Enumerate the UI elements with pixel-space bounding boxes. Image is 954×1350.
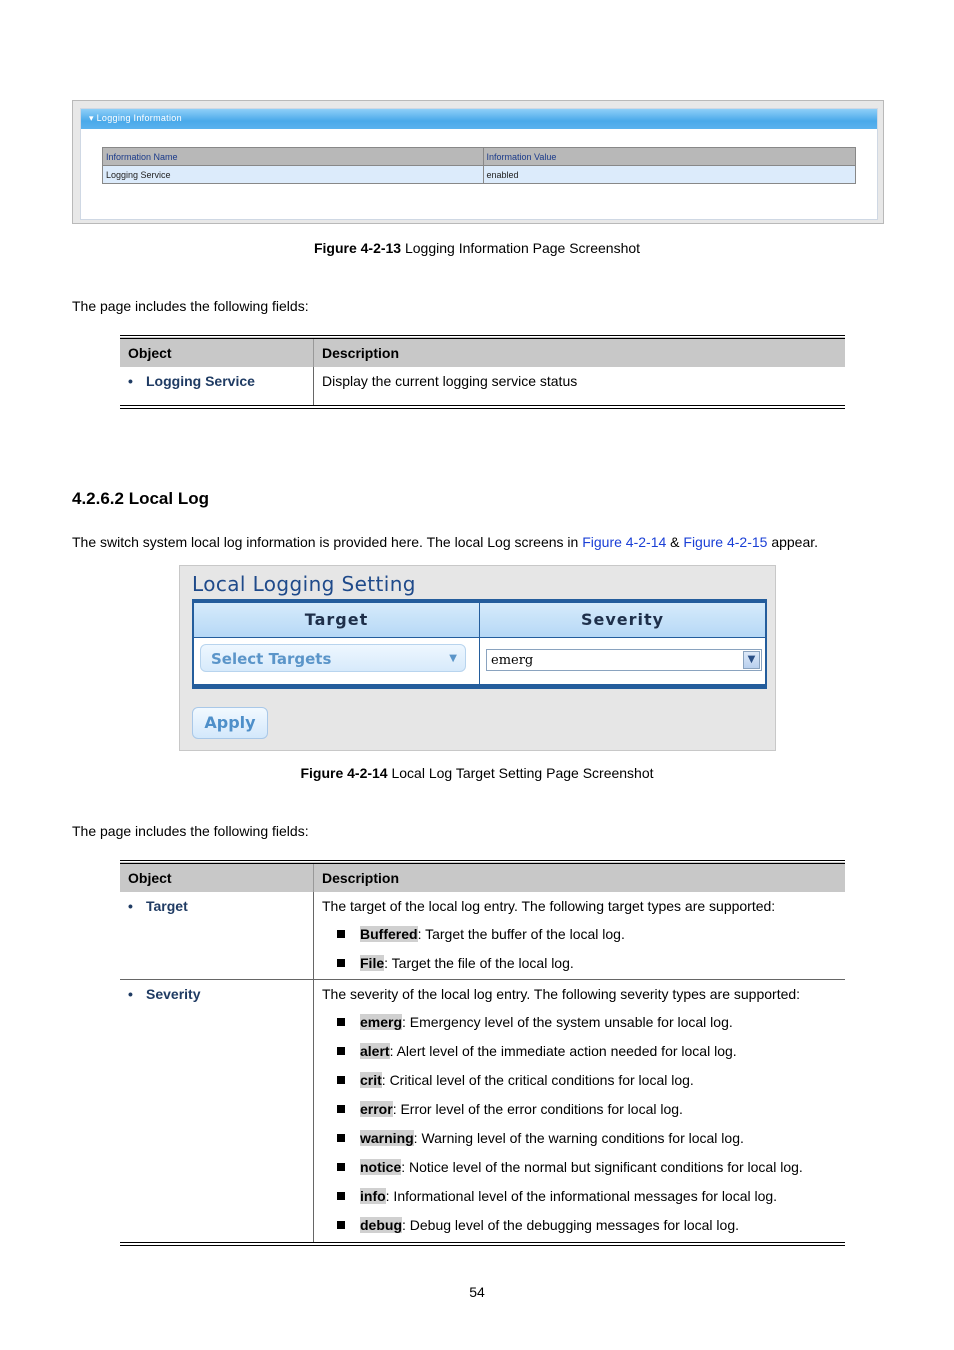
object-cell: • Severity [120,980,314,1245]
figure-caption: Figure 4-2-13 Logging Information Page Screenshot [313,240,641,256]
list-item: alert: Alert level of the immediate action needed for local log. [322,1043,837,1060]
square-bullet-icon [337,930,345,938]
caret-down-icon: ▼ [449,653,457,664]
bullet-icon: • [128,373,133,389]
local-logging-setting-screenshot [179,565,776,751]
table-row [103,166,856,184]
square-bullet-icon [337,1163,345,1171]
logging-fields-table [120,335,845,409]
square-bullet-icon [337,1221,345,1229]
table-row [120,892,845,980]
list-item: info: Informational level of the informational messages for local log. [322,1188,837,1205]
description-cell: The severity of the local log entry. The following severity types are supported: emerg: Emergency level of the system unsable for local log. alert: Alert level of the immediate action needed for local log. crit: Critical level of the critical conditions for local log. error: Error level of the error conditions for local log. warning: Warning level of the warning conditions for local log. notice: Notice level of the normal but significant conditions for local log. info: Informational level of the informational messages for local log. debug: Debug level of the debugging messages for local log. [314,980,846,1245]
column-header-information-name: Information Name [103,148,484,166]
target-type-list [322,926,837,972]
logging-information-table [102,147,856,184]
list-item: Buffered: Target the buffer of the local log. [322,926,837,943]
bullet-icon: • [128,898,133,914]
list-item: emerg: Emergency level of the system unsable for local log. [322,1014,837,1031]
section-paragraph: The switch system local log information is provided here. The local Log screens in Figure 4-2-14 & Figure 4-2-15 appear. [72,534,819,550]
cell-logging-service-value: enabled [483,166,856,184]
local-logging-table [192,599,767,689]
table-header [194,603,765,638]
column-header-information-value: Information Value [483,148,856,166]
severity-type-list [322,1014,837,1234]
column-header-target: Target [304,610,369,629]
list-item: notice: Notice level of the normal but significant conditions for local log. [322,1159,837,1176]
table-row [120,367,845,407]
description-cell: Display the current logging service status [314,367,846,407]
list-item: debug: Debug level of the debugging messages for local log. [322,1217,837,1234]
section-heading: 4.2.6.2 Local Log [72,489,209,508]
figure-link[interactable]: Figure 4-2-14 [582,534,667,550]
panel-header-title: ▾ Logging Information [89,113,182,123]
page-number: 54 [469,1284,485,1300]
column-header-description: Description [314,337,846,367]
panel-header [81,109,877,129]
figure-caption: Figure 4-2-14 Local Log Target Setting Page Screenshot [300,765,654,781]
apply-button[interactable]: Apply [192,707,268,739]
square-bullet-icon [337,1047,345,1055]
list-item: error: Error level of the error conditions for local log. [322,1101,837,1118]
figure-link[interactable]: Figure 4-2-15 [683,534,768,550]
object-cell: • Target [120,892,314,980]
logging-information-panel [80,108,878,220]
local-log-fields-table [120,860,845,1246]
column-header-severity: Severity [479,603,765,637]
severity-select[interactable]: emerg ▼ [486,649,762,671]
chevron-down-icon[interactable]: ▼ [743,651,760,669]
list-item: File: Target the file of the local log. [322,955,837,972]
square-bullet-icon [337,1018,345,1026]
target-select[interactable]: Select Targets ▼ [200,644,466,672]
logging-information-screenshot [72,100,884,224]
description-cell: The target of the local log entry. The following target types are supported: Buffered: Target the buffer of the local log. File: Target the file of the local log. [314,892,846,980]
list-item: warning: Warning level of the warning conditions for local log. [322,1130,837,1147]
target-cell [194,638,479,684]
table-row [194,638,765,684]
square-bullet-icon [337,959,345,967]
panel-title: Local Logging Setting [192,572,416,596]
square-bullet-icon [337,1105,345,1113]
square-bullet-icon [337,1192,345,1200]
intro-paragraph: The page includes the following fields: [72,298,309,314]
object-cell: • Logging Service [120,367,314,407]
square-bullet-icon [337,1134,345,1142]
table-row [120,980,845,1245]
bullet-icon: • [128,986,133,1002]
column-header-object: Object [120,862,314,892]
cell-logging-service-name: Logging Service [103,166,484,184]
square-bullet-icon [337,1076,345,1084]
severity-cell [479,638,765,684]
list-item: crit: Critical level of the critical conditions for local log. [322,1072,837,1089]
intro-paragraph: The page includes the following fields: [72,823,309,839]
column-header-description: Description [314,862,846,892]
column-header-object: Object [120,337,314,367]
